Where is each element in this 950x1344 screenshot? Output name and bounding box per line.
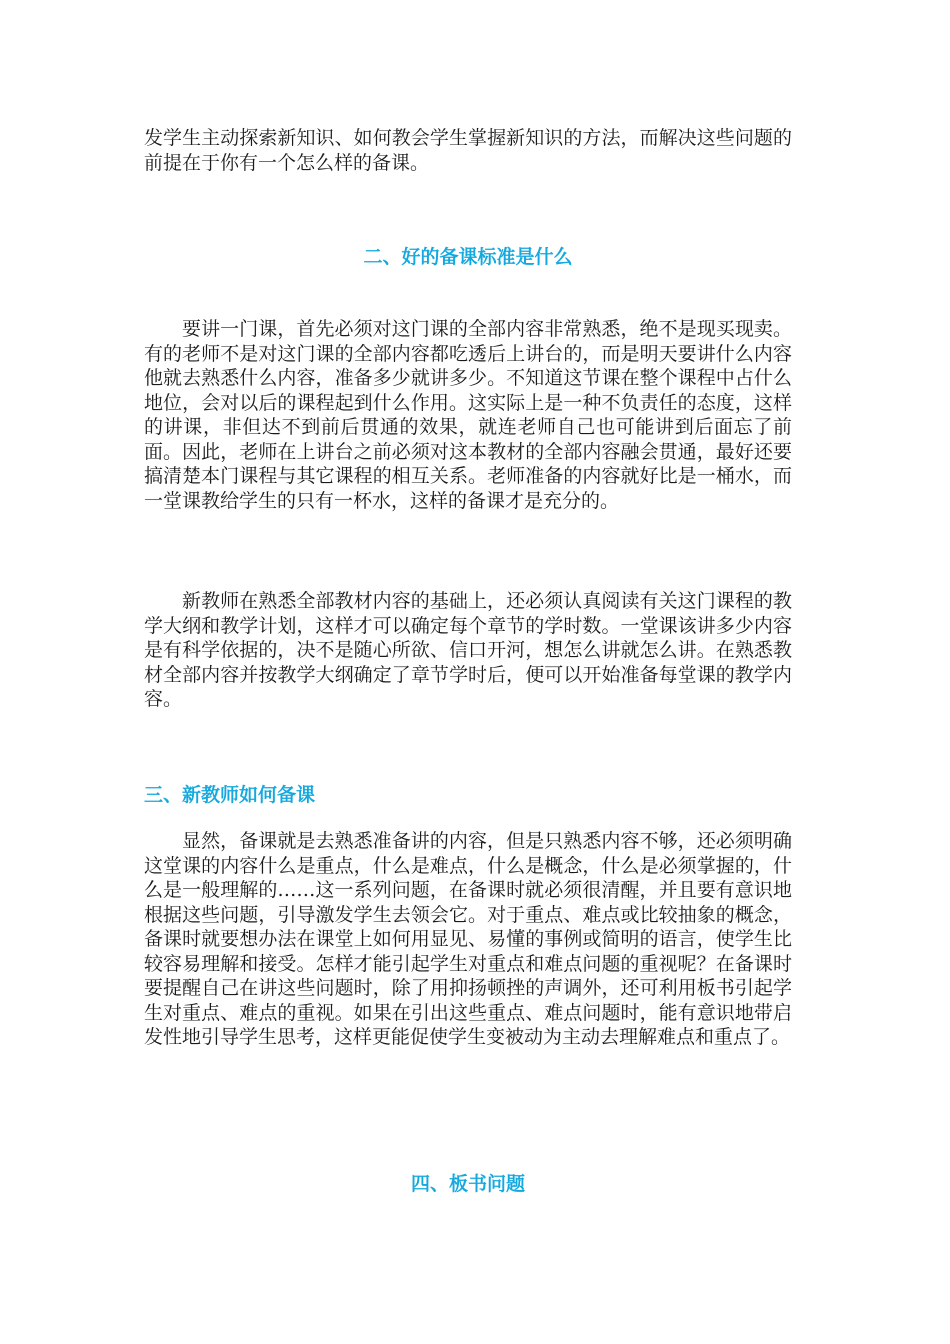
section2-paragraph-2: 新教师在熟悉全部教材内容的基础上，还必须认真阅读有关这门课程的教学大纲和教学计划，这样才可以确定每个章节的学时数。一堂课该讲多少内容是有科学依据的，决不是随心所欲、信口开河，想怎么讲就怎么讲。在熟悉教材全部内容并按教学大纲确定了章节学时后，便可以开始准备每堂课的教学内容。 <box>144 590 792 710</box>
section3-paragraph-1: 显然，备课就是去熟悉准备讲的内容，但是只熟悉内容不够，还必须明确这堂课的内容什么是重点，什么是难点，什么是概念，什么是必须掌握的，什么是一般理解的……这一系列问题，在备课时就必须很清醒，并且要有意识地根据这些问题，引导激发学生去领会它。对于重点、难点或比较抽象的概念，备课时就要想办法在课堂上如何用显见、易懂的事例或简明的语言，使学生比较容易理解和接受。怎样才能引起学生对重点和难点问题的重视呢？在备课时要提醒自己在讲这些问题时，除了用抑扬顿挫的声调外，还可利用板书引起学生对重点、难点的重视。如果在引出这些重点、难点问题时，能有意识地带启发性地引导学生思考，这样更能促使学生变被动为主动去理解难点和重点了。 <box>144 830 792 1048</box>
section-heading-3: 三、新教师如何备课 <box>144 784 316 806</box>
section-heading-2: 二、好的备课标准是什么 <box>363 246 573 268</box>
section2-paragraph-1: 要讲一门课，首先必须对这门课的全部内容非常熟悉，绝不是现买现卖。有的老师不是对这门课的全部内容都吃透后上讲台的，而是明天要讲什么内容他就去熟悉什么内容，准备多少就讲多少。不知道这节课在整个课程中占什么地位，会对以后的课程起到什么作用。这实际上是一种不负责任的态度，这样的讲课，非但达不到前后贯通的效果，就连老师自己也可能讲到后面忘了前面。因此，老师在上讲台之前必须对这本教材的全部内容融会贯通，最好还要搞清楚本门课程与其它课程的相互关系。老师准备的内容就好比是一桶水，而一堂课教给学生的只有一杯水，这样的备课才是充分的。 <box>144 318 792 512</box>
section-heading-4: 四、板书问题 <box>410 1173 525 1195</box>
intro-paragraph: 发学生主动探索新知识、如何教会学生掌握新知识的方法，而解决这些问题的前提在于你有一个怎么样的备课。 <box>144 127 792 174</box>
